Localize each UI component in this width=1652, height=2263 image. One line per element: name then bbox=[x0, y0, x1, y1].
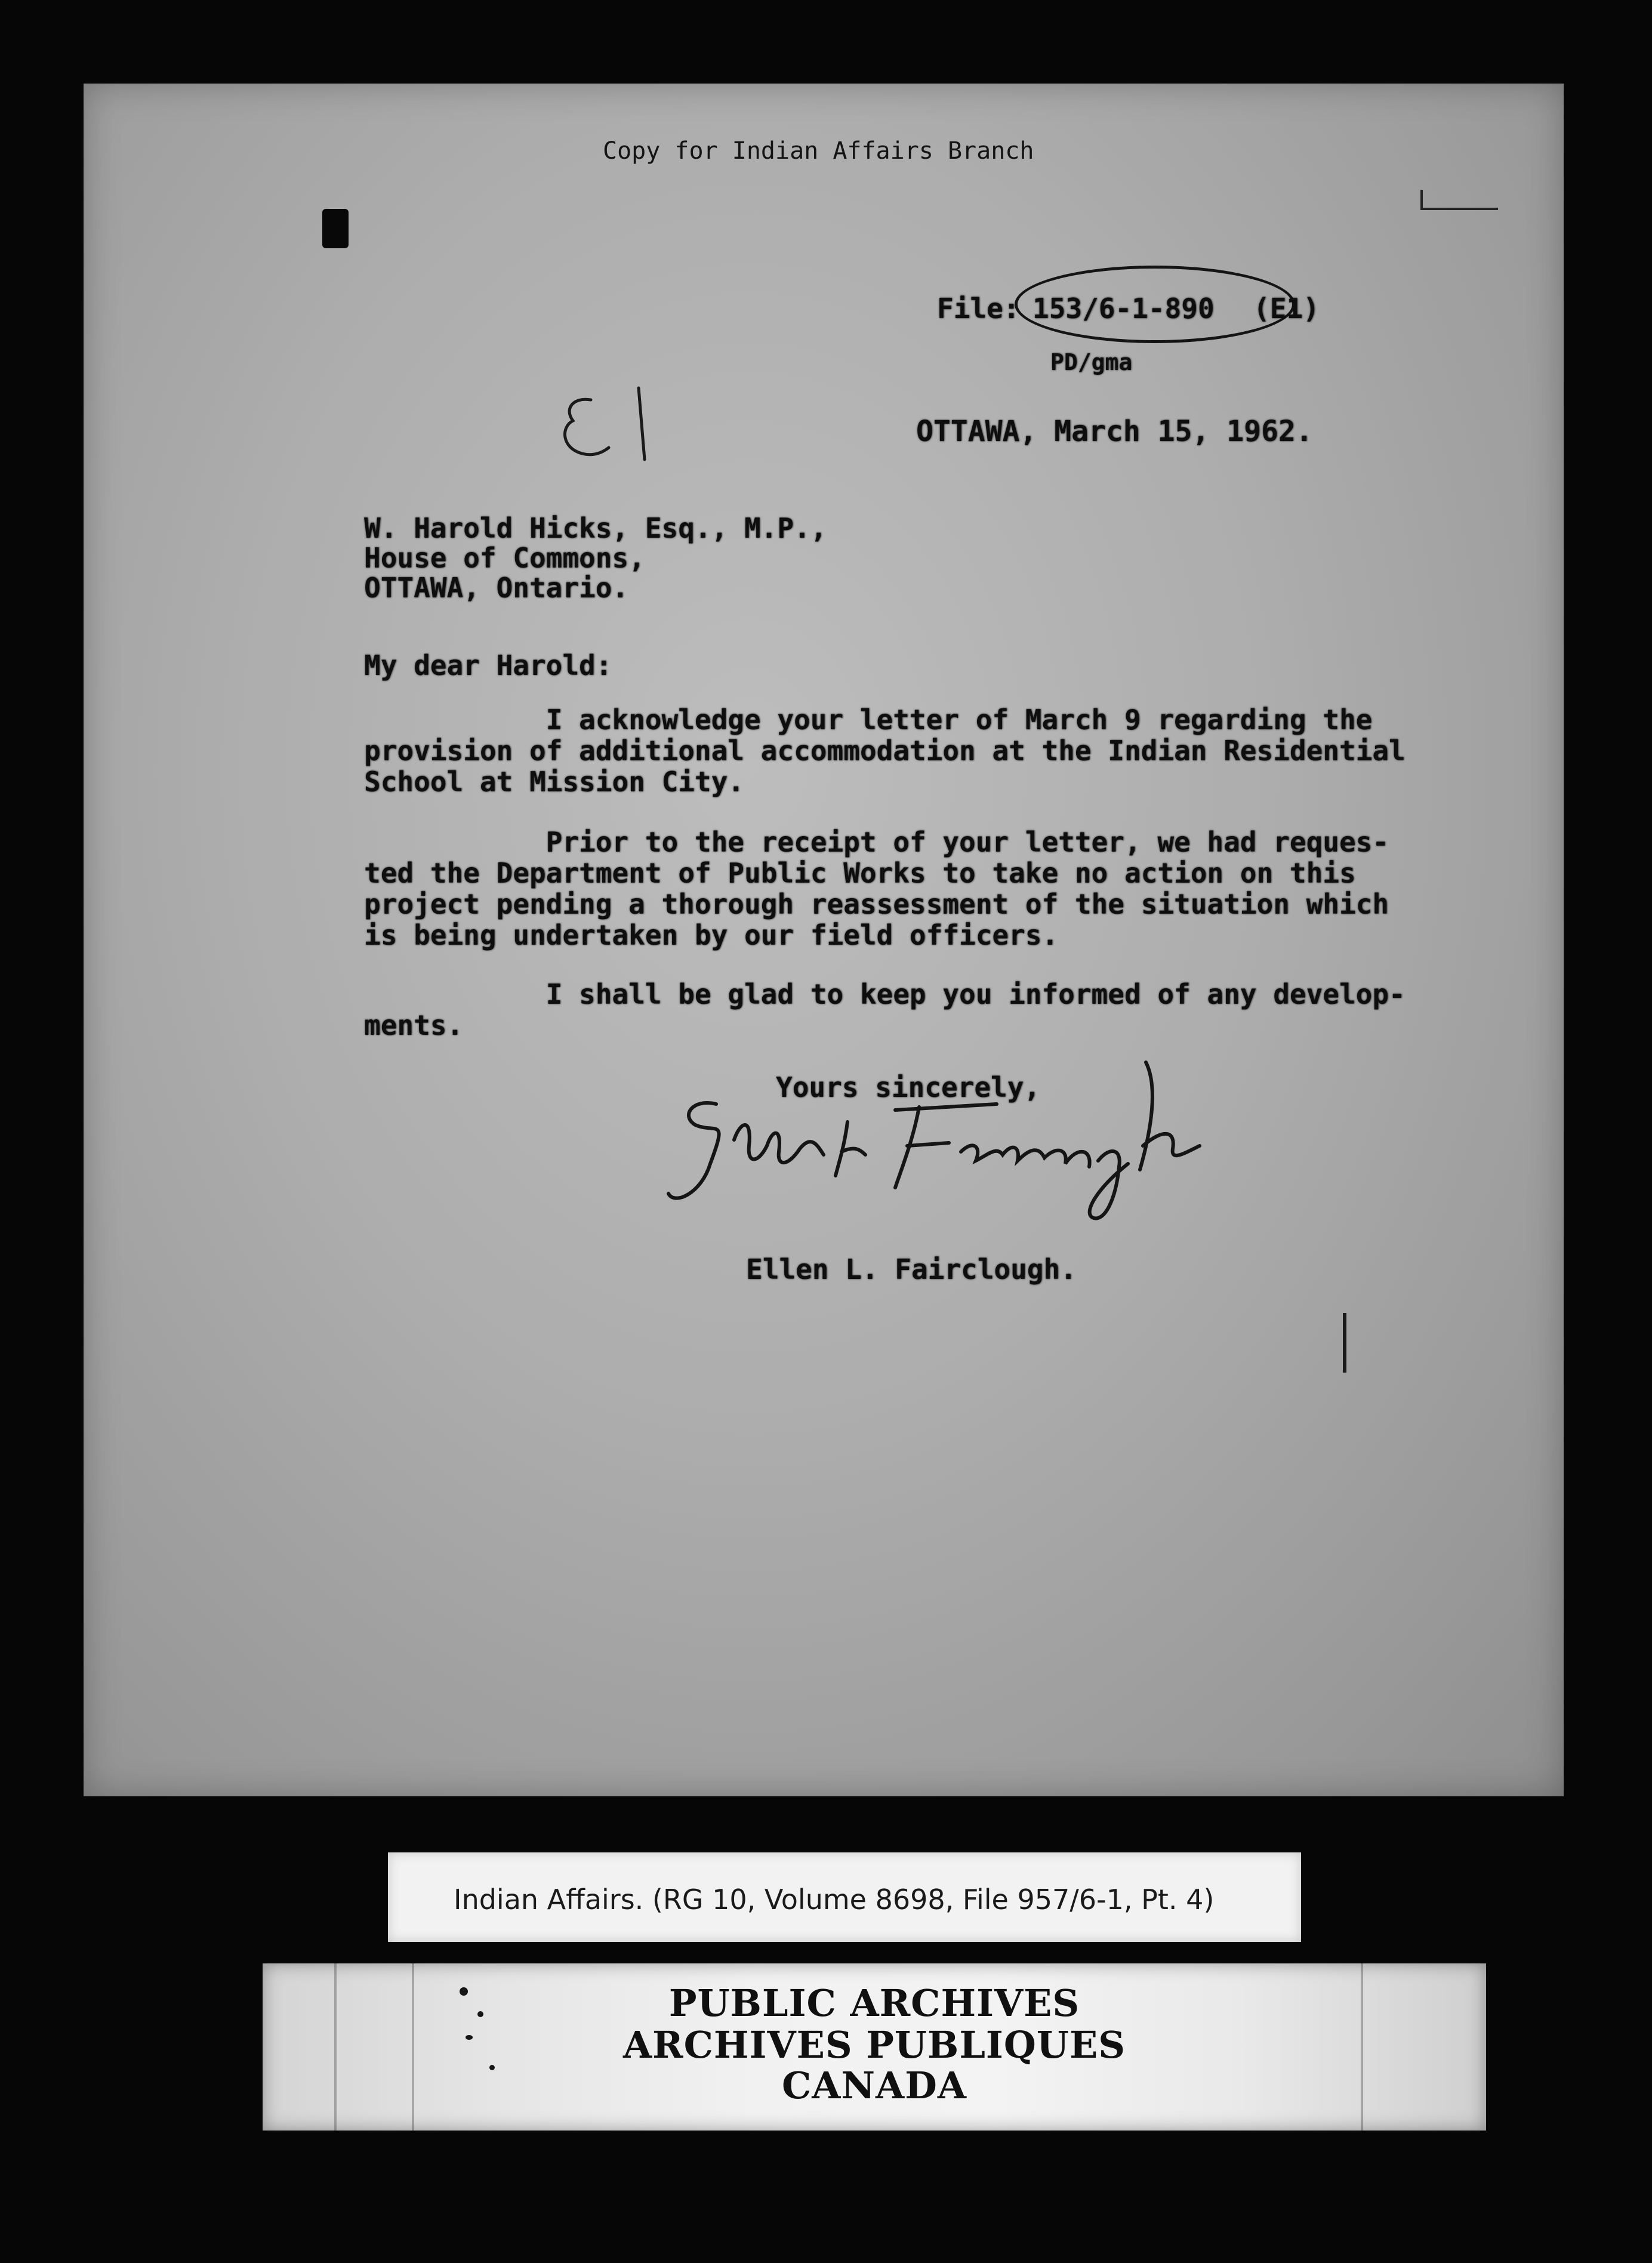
archive-reference-label bbox=[388, 1852, 1301, 1942]
corner-mark bbox=[1420, 185, 1504, 221]
paragraph-3: I shall be glad to keep you informed of any develop- ments. bbox=[364, 978, 1406, 1041]
file-number: 153/6-1-890 bbox=[1032, 292, 1215, 325]
salutation: My dear Harold: bbox=[364, 649, 612, 682]
stamp-line-country: CANADA bbox=[781, 2064, 967, 2107]
archive-reference-text: Indian Affairs. (RG 10, Volume 8698, File 957/6-1, Pt. 4) bbox=[454, 1883, 1215, 1916]
recipient-address bbox=[364, 513, 827, 603]
typed-signatory-name: Ellen L. Fairclough. bbox=[746, 1253, 1077, 1285]
file-label: File: bbox=[937, 292, 1020, 325]
typist-initials: PD/gma bbox=[1050, 349, 1133, 375]
file-suffix: (E1) bbox=[1253, 292, 1320, 325]
paragraph-2: Prior to the receipt of your letter, we had reques- ted the Department of Public Works to take no action on this project pending a thorough reassessment of the situation which is being undertaken by our field officers. bbox=[364, 826, 1389, 951]
closing: Yours sincerely, bbox=[776, 1071, 1041, 1103]
date-line: OTTAWA, March 15, 1962. bbox=[916, 415, 1313, 448]
handwritten-e1-mark bbox=[549, 376, 680, 477]
paragraph-1: I acknowledge your letter of March 9 regarding the provision of additional accommodation at the Indian Residential School at Mission City. bbox=[364, 704, 1406, 798]
copy-header-note: Copy for Indian Affairs Branch bbox=[603, 137, 1034, 165]
margin-tick-mark bbox=[1343, 1313, 1346, 1373]
public-archives-stamp bbox=[263, 1963, 1486, 2131]
recipient-line-2: House of Commons, bbox=[364, 542, 645, 574]
recipient-line-1: W. Harold Hicks, Esq., M.P., bbox=[364, 512, 827, 544]
letter-sheet bbox=[84, 84, 1564, 1796]
stamp-line-english: PUBLIC ARCHIVES bbox=[668, 1981, 1080, 2025]
recipient-line-3: OTTAWA, Ontario. bbox=[364, 572, 629, 604]
handwritten-signature bbox=[639, 1026, 1307, 1241]
punch-hole bbox=[322, 209, 349, 248]
stamp-line-french: ARCHIVES PUBLIQUES bbox=[622, 2023, 1126, 2067]
